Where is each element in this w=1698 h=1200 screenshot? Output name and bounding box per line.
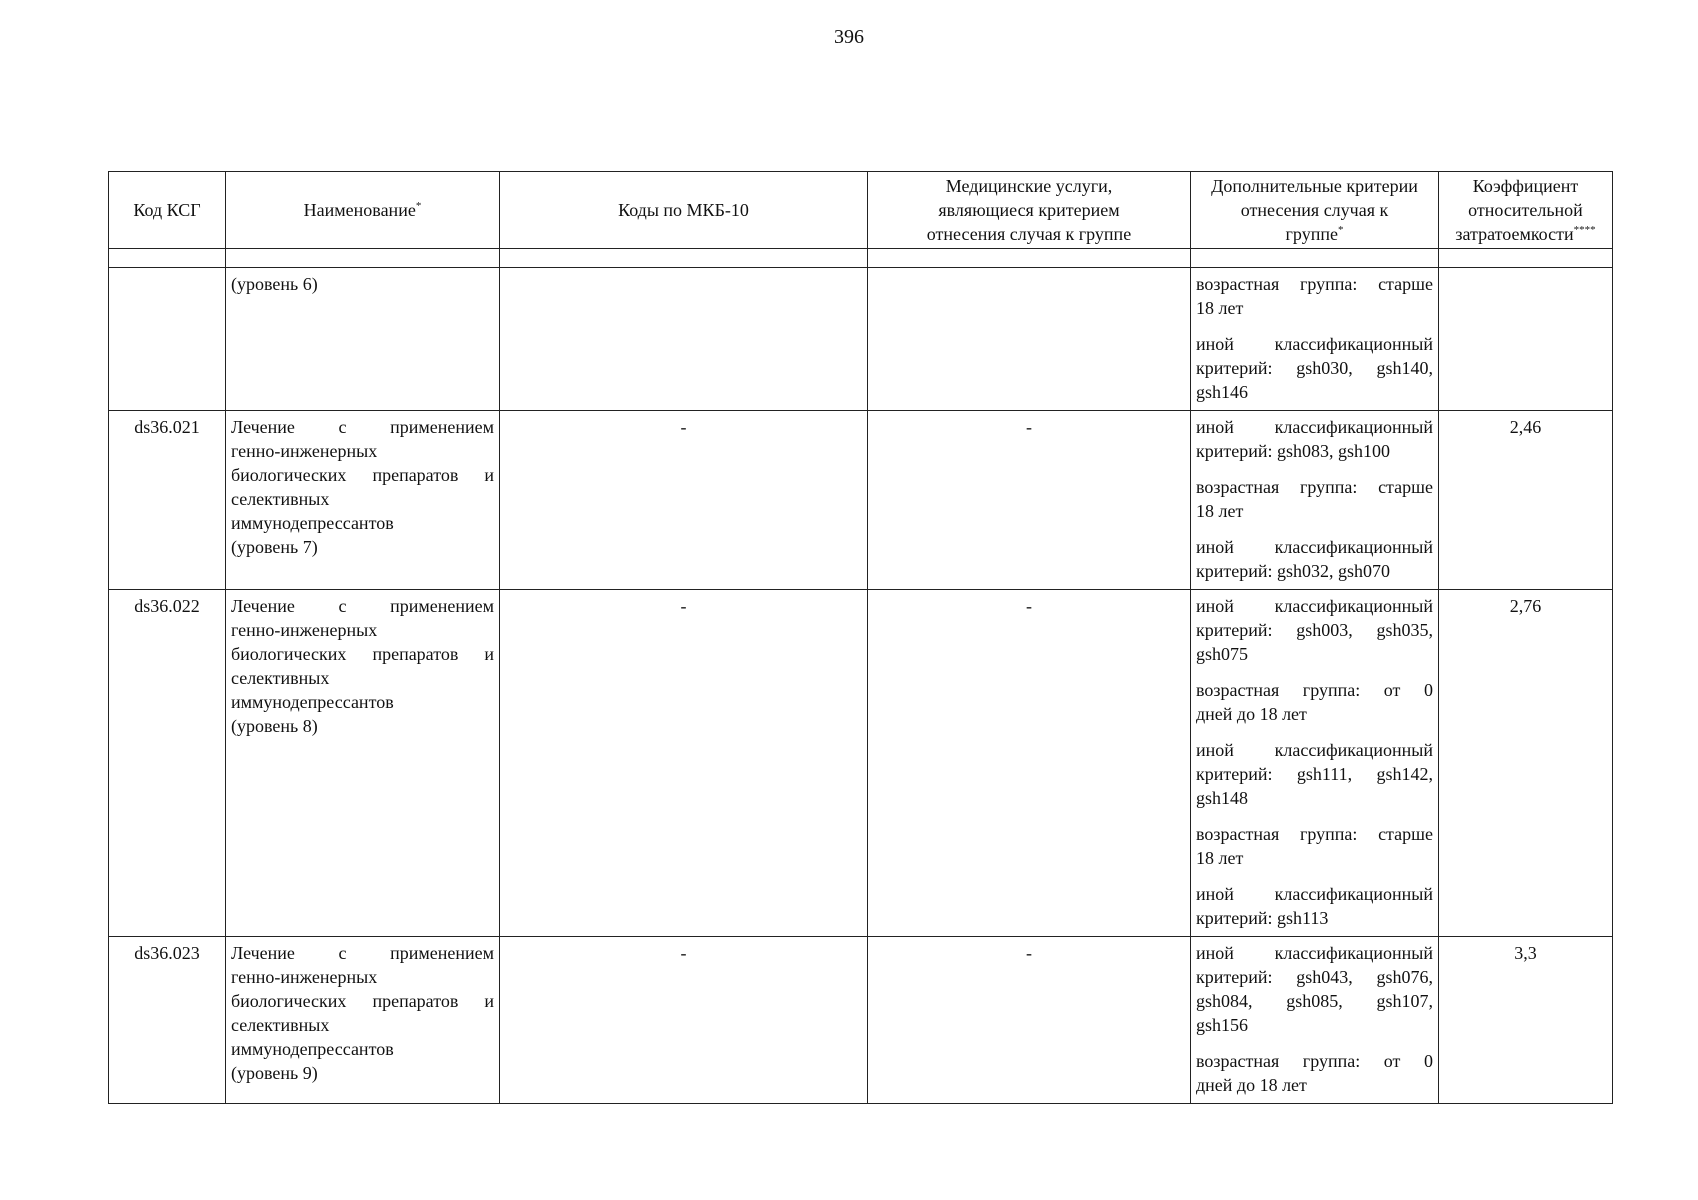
criterion-line: критерий: gsh083, gsh100	[1196, 441, 1391, 461]
cell-extra-criteria	[1191, 268, 1439, 411]
header-name: Наименование*	[226, 172, 500, 249]
criterion-line: дней до 18 лет	[1196, 704, 1307, 724]
criterion-line: критерий: gsh032, gsh070	[1196, 561, 1391, 581]
criterion-line: иной классификационный	[1196, 334, 1433, 354]
name-line: генно-инженерных	[231, 967, 378, 987]
header-row	[109, 172, 1613, 249]
name-line: иммунодепрессантов	[231, 1039, 394, 1059]
name-line: биологических препаратов и	[231, 991, 494, 1011]
name-line: иммунодепрессантов	[231, 513, 394, 533]
criterion-line: критерий: gsh113	[1196, 908, 1329, 928]
criterion-line: 18 лет	[1196, 298, 1244, 318]
criterion-block	[1196, 678, 1433, 726]
cell-coefficient	[1439, 268, 1613, 411]
cell-icd-codes	[500, 268, 868, 411]
header-icd: Коды по МКБ-10	[500, 172, 868, 249]
criterion-line: возрастная группа: старше	[1196, 274, 1433, 294]
criterion-block	[1196, 822, 1433, 870]
footnote-mark: *	[1337, 224, 1344, 236]
name-line: (уровень 8)	[231, 716, 318, 736]
cell-medical-services: -	[868, 411, 1191, 590]
criterion-block	[1196, 1049, 1433, 1097]
name-line: биологических препаратов и	[231, 644, 494, 664]
cell-icd-codes: -	[500, 937, 868, 1104]
criterion-block	[1196, 941, 1433, 1037]
cell-coefficient: 2,46	[1439, 411, 1613, 590]
criterion-line: иной классификационный	[1196, 537, 1433, 557]
cell-icd-codes: -	[500, 590, 868, 937]
criterion-line: критерий: gsh111, gsh142,	[1196, 764, 1433, 784]
criterion-line: иной классификационный	[1196, 740, 1433, 760]
criterion-line: возрастная группа: старше	[1196, 477, 1433, 497]
cell-extra-criteria	[1191, 937, 1439, 1104]
name-line: Лечение с применением	[231, 417, 494, 437]
name-line: селективных	[231, 1015, 330, 1035]
criterion-line: 18 лет	[1196, 848, 1244, 868]
table-row	[109, 590, 1613, 937]
criterion-line: иной классификационный	[1196, 596, 1433, 616]
name-line: Лечение с применением	[231, 596, 494, 616]
cell-ksg-code	[109, 268, 226, 411]
footnote-mark: *	[415, 200, 422, 212]
criterion-line: возрастная группа: от 0	[1196, 1051, 1433, 1071]
table-row	[109, 268, 1613, 411]
table-row	[109, 937, 1613, 1104]
footnote-mark: ****	[1573, 224, 1596, 236]
header-spacer-row	[109, 249, 1613, 268]
cell-medical-services: -	[868, 937, 1191, 1104]
criterion-line: gsh075	[1196, 644, 1249, 664]
criterion-block	[1196, 332, 1433, 404]
cell-ksg-code: ds36.022	[109, 590, 226, 937]
cell-name	[226, 590, 500, 937]
criterion-block	[1196, 882, 1433, 930]
cell-medical-services	[868, 268, 1191, 411]
criterion-block	[1196, 738, 1433, 810]
name-line: селективных	[231, 668, 330, 688]
criterion-line: gsh146	[1196, 382, 1249, 402]
ksg-table	[108, 171, 1613, 1104]
criterion-block	[1196, 535, 1433, 583]
name-line: (уровень 6)	[231, 274, 318, 294]
criterion-line: иной классификационный	[1196, 417, 1433, 437]
cell-name	[226, 268, 500, 411]
criterion-line: gsh148	[1196, 788, 1249, 808]
name-line: генно-инженерных	[231, 441, 378, 461]
criterion-line: критерий: gsh003, gsh035,	[1196, 620, 1433, 640]
cell-name	[226, 937, 500, 1104]
cell-icd-codes: -	[500, 411, 868, 590]
cell-extra-criteria	[1191, 590, 1439, 937]
criterion-line: критерий: gsh030, gsh140,	[1196, 358, 1433, 378]
name-line: Лечение с применением	[231, 943, 494, 963]
name-line: селективных	[231, 489, 330, 509]
criterion-line: критерий: gsh043, gsh076,	[1196, 967, 1433, 987]
criterion-line: иной классификационный	[1196, 943, 1433, 963]
header-extra-criteria: Дополнительные критерии отнесения случая к группе*	[1191, 172, 1439, 249]
criterion-line: gsh084, gsh085, gsh107,	[1196, 991, 1433, 1011]
criterion-block	[1196, 272, 1433, 320]
criterion-block	[1196, 475, 1433, 523]
name-line: иммунодепрессантов	[231, 692, 394, 712]
cell-coefficient: 2,76	[1439, 590, 1613, 937]
page-number: 396	[834, 26, 864, 48]
cell-name	[226, 411, 500, 590]
cell-coefficient: 3,3	[1439, 937, 1613, 1104]
cell-extra-criteria	[1191, 411, 1439, 590]
criterion-line: 18 лет	[1196, 501, 1244, 521]
name-line: генно-инженерных	[231, 620, 378, 640]
header-coefficient: Коэффициент относительной затратоемкости****	[1439, 172, 1613, 249]
name-line: (уровень 9)	[231, 1063, 318, 1083]
table-row	[109, 411, 1613, 590]
header-code: Код КСГ	[109, 172, 226, 249]
cell-ksg-code: ds36.023	[109, 937, 226, 1104]
criterion-line: дней до 18 лет	[1196, 1075, 1307, 1095]
table-body	[109, 268, 1613, 1104]
criterion-line: gsh156	[1196, 1015, 1249, 1035]
criterion-line: возрастная группа: старше	[1196, 824, 1433, 844]
name-line: биологических препаратов и	[231, 465, 494, 485]
criterion-line: возрастная группа: от 0	[1196, 680, 1433, 700]
cell-ksg-code: ds36.021	[109, 411, 226, 590]
cell-medical-services: -	[868, 590, 1191, 937]
header-services: Медицинские услуги, являющиеся критерием отнесения случая к группе	[868, 172, 1191, 249]
criterion-line: иной классификационный	[1196, 884, 1433, 904]
name-line: (уровень 7)	[231, 537, 318, 557]
criterion-block	[1196, 594, 1433, 666]
criterion-block	[1196, 415, 1433, 463]
